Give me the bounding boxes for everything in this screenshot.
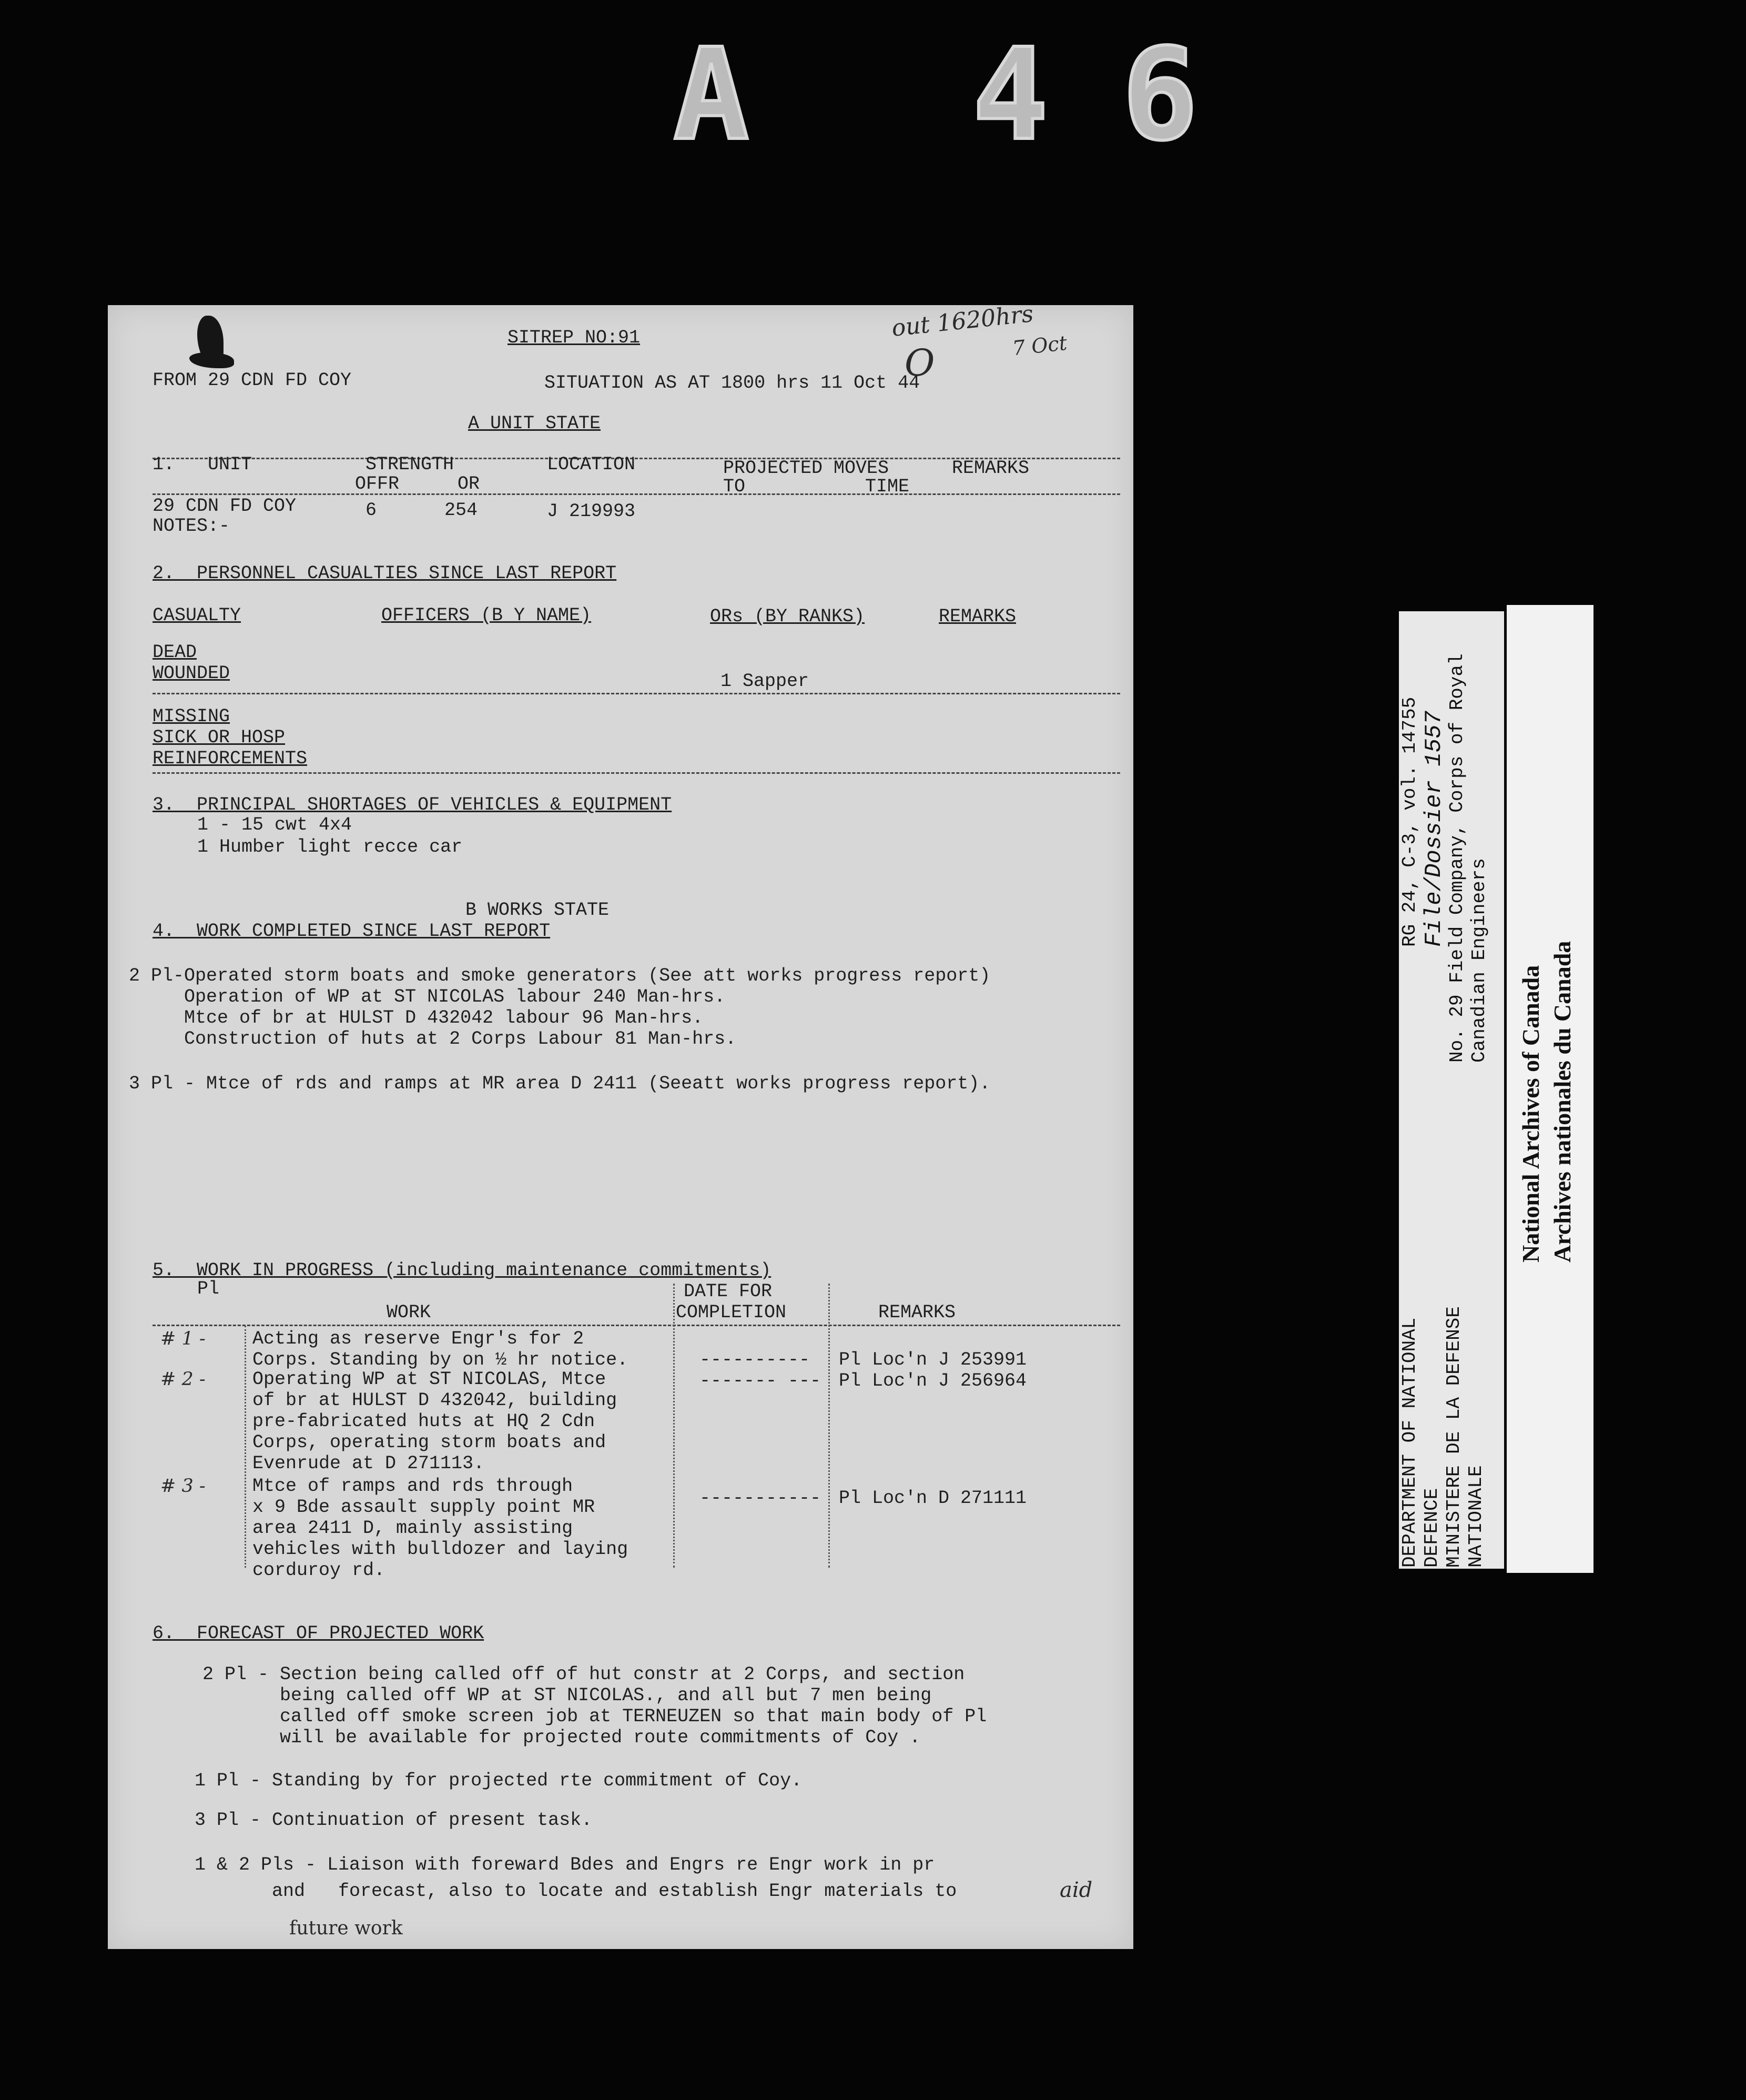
label-nac-en: National Archives of Canada <box>1517 965 1544 1263</box>
casualty-missing: MISSING <box>153 706 230 727</box>
label-department: MINISTERE DE LA DEFENSE <box>1443 1306 1465 1568</box>
label-file-number: File/Dossier 1557 <box>1421 711 1447 947</box>
row-date: ----------- <box>699 1488 821 1509</box>
col-or: OR <box>458 473 480 494</box>
row-date: ---------- <box>699 1349 810 1370</box>
forecast-1pl: 1 Pl - Standing by for projected rte commitment of Coy. <box>195 1770 803 1791</box>
casualty-sick: SICK OR HOSP <box>153 727 286 748</box>
unit-name: 29 CDN FD COY <box>153 496 297 517</box>
section-6-title: 6. FORECAST OF PROJECTED WORK <box>153 1623 484 1644</box>
label-department: DEFENCE <box>1421 1488 1443 1568</box>
handwritten-aid: aid <box>1060 1878 1093 1902</box>
frame-label: A 46 <box>673 21 1272 168</box>
section-5-title: 5. WORK IN PROGRESS (including maintenance commitments) <box>153 1260 772 1281</box>
row-remarks: Pl Loc'n J 256964 <box>839 1370 1027 1391</box>
row-work-line: pre-fabricated huts at HQ 2 Cdn <box>252 1411 595 1432</box>
col-strength: STRENGTH <box>366 454 454 475</box>
row-work-line: area 2411 D, mainly assisting <box>252 1518 573 1539</box>
col-unit: 1. UNIT <box>153 454 252 475</box>
unit-location: J 219993 <box>547 501 636 522</box>
shortage-item: 1 - 15 cwt 4x4 <box>197 814 352 835</box>
divider <box>153 772 1120 774</box>
casualty-reinforcements: REINFORCEMENTS <box>153 748 308 769</box>
column-divider <box>673 1284 675 1568</box>
section-4-title: 4. WORK COMPLETED SINCE LAST REPORT <box>153 921 551 942</box>
forecast-line: 1 & 2 Pls - Liaison with foreward Bdes and Engrs re Engr work in pr <box>195 1854 935 1875</box>
handwritten-out-time: out 1620hrs <box>890 300 1035 342</box>
divider <box>153 693 1120 694</box>
col-remarks: REMARKS <box>878 1302 956 1323</box>
row-work-line: x 9 Bde assault supply point MR <box>252 1497 595 1518</box>
sitrep-number: SITREP NO:91 <box>507 327 641 348</box>
row-pl: # 3 - <box>160 1476 206 1497</box>
col-work: WORK <box>387 1302 431 1323</box>
row-work-line: Corps, operating storm boats and <box>252 1432 606 1453</box>
row-work-line: vehicles with bulldozer and laying <box>252 1539 628 1560</box>
strength-or: 254 <box>444 500 478 521</box>
col-pl: Pl <box>197 1278 220 1299</box>
work-completed-3pl: 3 Pl - Mtce of rds and ramps at MR area D 2411 (Seeatt works progress report). <box>129 1073 991 1094</box>
row-pl: # 2 - <box>160 1369 206 1390</box>
forecast-line: 2 Pl - Section being called off of hut constr at 2 Corps, and section <box>202 1664 965 1685</box>
col-date-1: DATE FOR <box>684 1281 773 1302</box>
work-completed-line: Operation of WP at ST NICOLAS labour 240 Man-hrs. <box>129 986 726 1007</box>
col-remarks: REMARKS <box>939 606 1017 627</box>
col-to: TO <box>723 476 746 497</box>
row-date: ------- --- <box>699 1370 821 1391</box>
section-2-title: 2. PERSONNEL CASUALTIES SINCE LAST REPORT <box>153 563 617 584</box>
handwritten-mark: O <box>905 341 935 385</box>
ink-blot <box>189 352 234 368</box>
forecast-line: called off smoke screen job at TERNEUZEN so that main body of Pl <box>202 1706 987 1727</box>
label-unit: Canadian Engineers <box>1468 858 1490 1063</box>
label-department: NATIONALE <box>1465 1465 1487 1568</box>
situation-as-at: SITUATION AS AT 1800 hrs 11 Oct 44 <box>544 372 920 393</box>
forecast-line: will be available for projected route commitments of Coy . <box>202 1727 921 1748</box>
col-time: TIME <box>865 476 910 497</box>
col-offr: OFFR <box>355 473 400 494</box>
row-work-line: Operating WP at ST NICOLAS, Mtce <box>252 1369 606 1390</box>
work-completed-line: Mtce of br at HULST D 432042 labour 96 Man-hrs. <box>129 1007 704 1028</box>
handwritten-date: 7 Oct <box>1011 331 1068 360</box>
section-a-title: A UNIT STATE <box>468 413 601 434</box>
notes-label: NOTES:- <box>153 516 230 537</box>
row-work-line: Acting as reserve Engr's for 2 <box>252 1328 584 1349</box>
divider <box>153 1325 1120 1326</box>
col-projected-moves: PROJECTED MOVES <box>723 458 889 479</box>
label-department: DEPARTMENT OF NATIONAL <box>1399 1317 1420 1568</box>
strength-offr: 6 <box>366 500 377 521</box>
forecast-line: and forecast, also to locate and establish Engr materials to <box>195 1881 957 1902</box>
row-work-line: corduroy rd. <box>252 1560 385 1581</box>
column-divider <box>828 1284 830 1568</box>
col-remarks: REMARKS <box>952 458 1030 479</box>
row-pl: # 1 - <box>160 1328 206 1349</box>
label-nac-fr: Archives nationales du Canada <box>1549 941 1576 1263</box>
section-3-title: 3. PRINCIPAL SHORTAGES OF VEHICLES & EQUIPMENT <box>153 794 672 815</box>
row-work-line: Mtce of ramps and rds through <box>252 1476 573 1497</box>
work-completed-line: Construction of huts at 2 Corps Labour 81 Man-hrs. <box>129 1028 737 1049</box>
row-work-line: Evenrude at D 271113. <box>252 1453 485 1474</box>
row-remarks: Pl Loc'n J 253991 <box>839 1349 1027 1370</box>
forecast-line: being called off WP at ST NICOLAS., and all but 7 men being <box>202 1685 932 1706</box>
handwritten-future-work: future work <box>289 1917 403 1939</box>
sitrep-document <box>108 300 1133 1949</box>
wounded-ors: 1 Sapper <box>720 671 809 692</box>
work-completed-line: 2 Pl-Operated storm boats and smoke generators (See att works progress report) <box>129 965 991 986</box>
col-location: LOCATION <box>547 454 636 475</box>
row-work-line: Corps. Standing by on ½ hr notice. <box>252 1349 628 1370</box>
divider <box>153 493 1120 495</box>
row-remarks: Pl Loc'n D 271111 <box>839 1488 1027 1509</box>
casualty-wounded: WOUNDED <box>153 663 230 684</box>
casualty-dead: DEAD <box>153 642 197 663</box>
label-reference: RG 24, C-3, vol. 14755 <box>1399 696 1420 947</box>
column-divider <box>245 1326 246 1568</box>
shortage-item: 1 Humber light recce car <box>197 836 463 857</box>
forecast-3pl: 3 Pl - Continuation of present task. <box>195 1810 593 1831</box>
label-unit: No. 29 Field Company, Corps of Royal <box>1446 653 1468 1063</box>
archive-label <box>1399 605 1593 1573</box>
col-casualty: CASUALTY <box>153 605 241 626</box>
row-work-line: of br at HULST D 432042, building <box>252 1390 617 1411</box>
col-ors: ORs (BY RANKS) <box>710 606 865 627</box>
section-b-title: B WORKS STATE <box>465 900 610 921</box>
from-unit: FROM 29 CDN FD COY <box>153 370 352 391</box>
col-officers: OFFICERS (B Y NAME) <box>381 605 592 626</box>
col-date-2: COMPLETION <box>676 1302 787 1323</box>
